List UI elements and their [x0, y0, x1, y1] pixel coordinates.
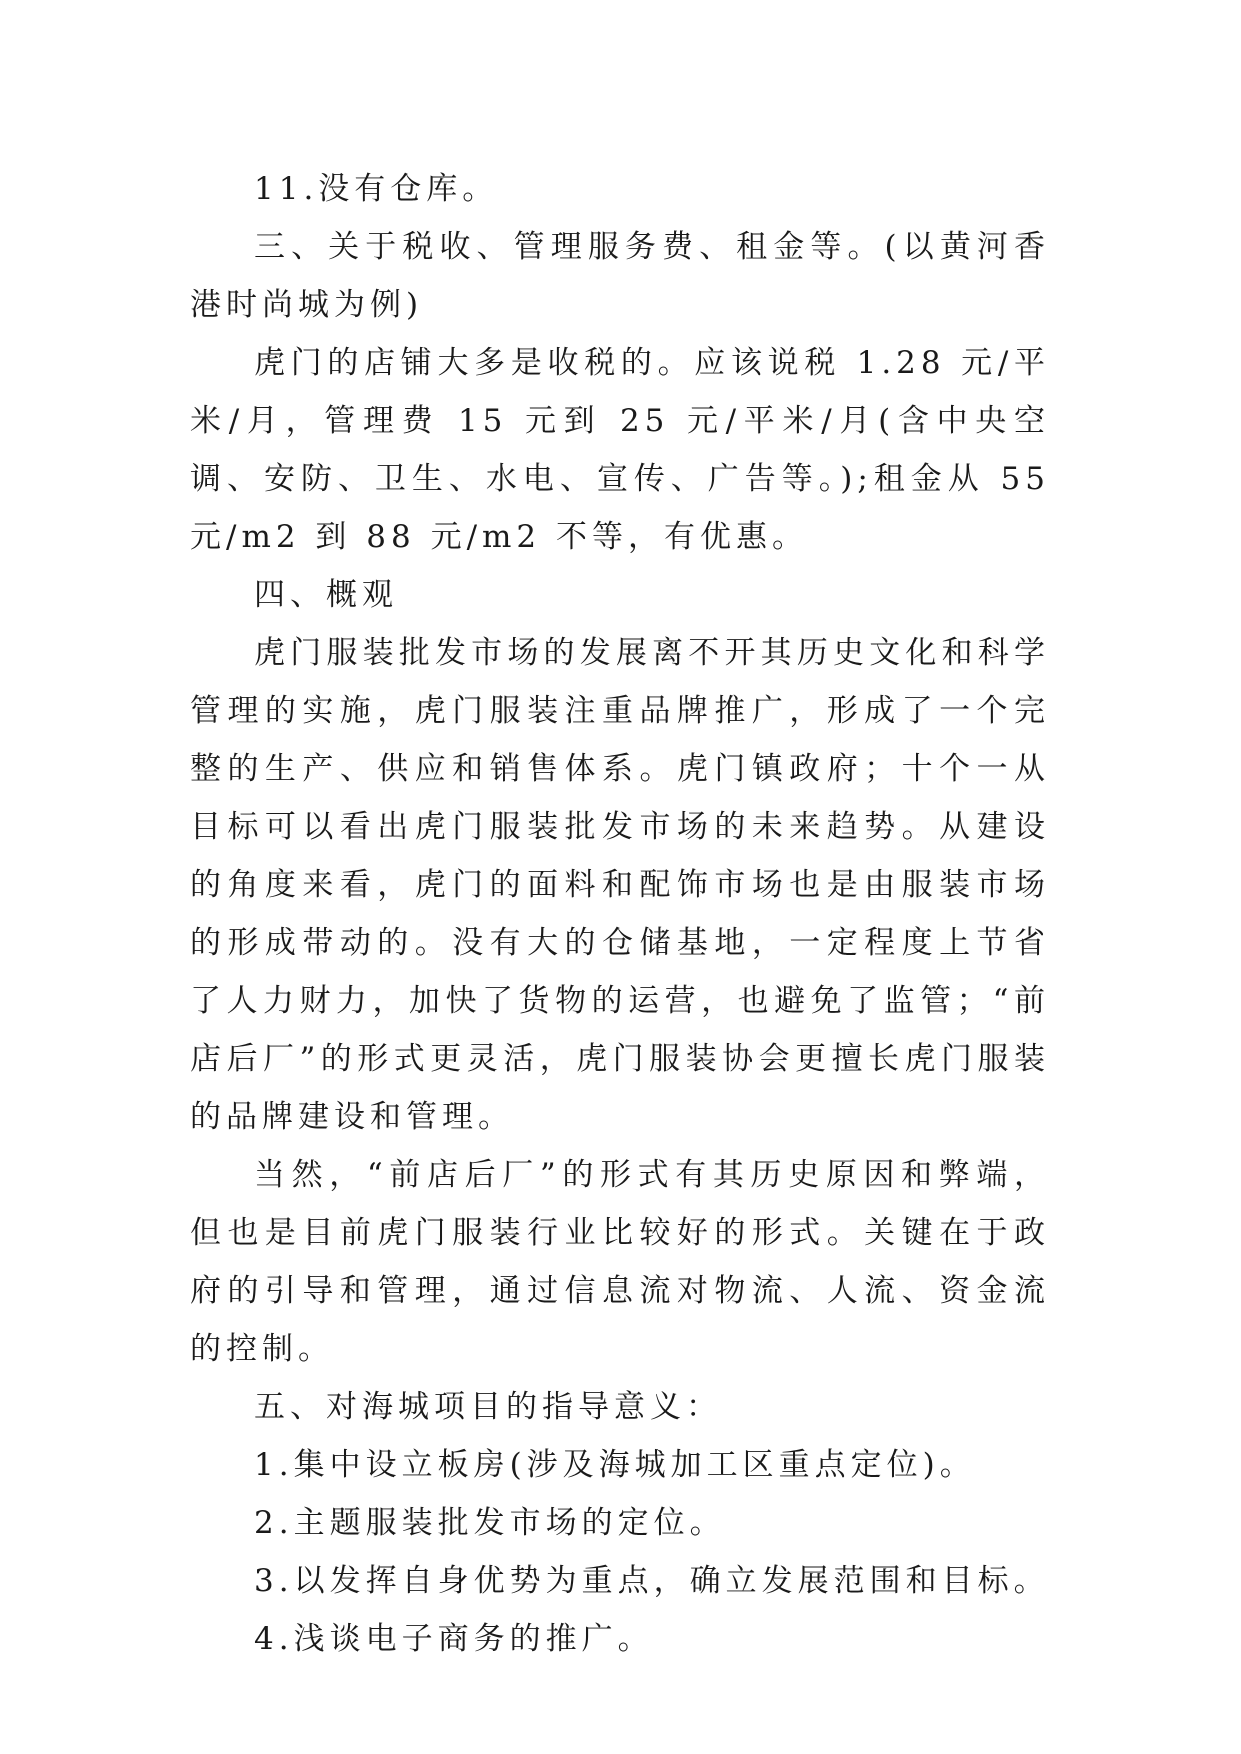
paragraph-front-store-back-factory: 当然，“前店后厂”的形式有其历史原因和弊端，但也是目前虎门服装行业比较好的形式。关键在于政府的引导和管理，通过信息流对物流、人流、资金流的控制。 [190, 1157, 1050, 1367]
list-item-3: 3.以发挥自身优势为重点，确立发展范围和目标。 [254, 1563, 1050, 1599]
list-item-4: 4.浅谈电子商务的推广。 [254, 1621, 654, 1657]
list-item-1: 1.集中设立板房(涉及海城加工区重点定位)。 [254, 1447, 976, 1483]
list-item-2: 2.主题服装批发市场的定位。 [254, 1505, 726, 1541]
section-heading-overview: 四、概观 [254, 577, 398, 613]
document-body [190, 160, 1050, 1668]
paragraph-tax-details: 虎门的店铺大多是收税的。应该说税 1.28 元/平米/月，管理费 15 元到 25 元/平米/月(含中央空调、安防、卫生、水电、宣传、广告等。);租金从 55 元/m2 到 88 元/m2 不等，有优惠。 [190, 345, 1050, 555]
paragraph-item-11: 11.没有仓库。 [254, 171, 499, 207]
section-heading-guidance: 五、对海城项目的指导意义： [254, 1389, 722, 1425]
paragraph-overview: 虎门服装批发市场的发展离不开其历史文化和科学管理的实施，虎门服装注重品牌推广，形成了一个完整的生产、供应和销售体系。虎门镇政府；十个一从目标可以看出虎门服装批发市场的未来趋势。从建设的角度来看，虎门的面料和配饰市场也是由服装市场的形成带动的。没有大的仓储基地，一定程度上节省了人力财力，加快了货物的运营，也避免了监管；“前店后厂”的形式更灵活，虎门服装协会更擅长虎门服装的品牌建设和管理。 [190, 635, 1050, 1135]
section-heading-tax-fees: 三、关于税收、管理服务费、租金等。(以黄河香港时尚城为例) [190, 229, 1050, 323]
